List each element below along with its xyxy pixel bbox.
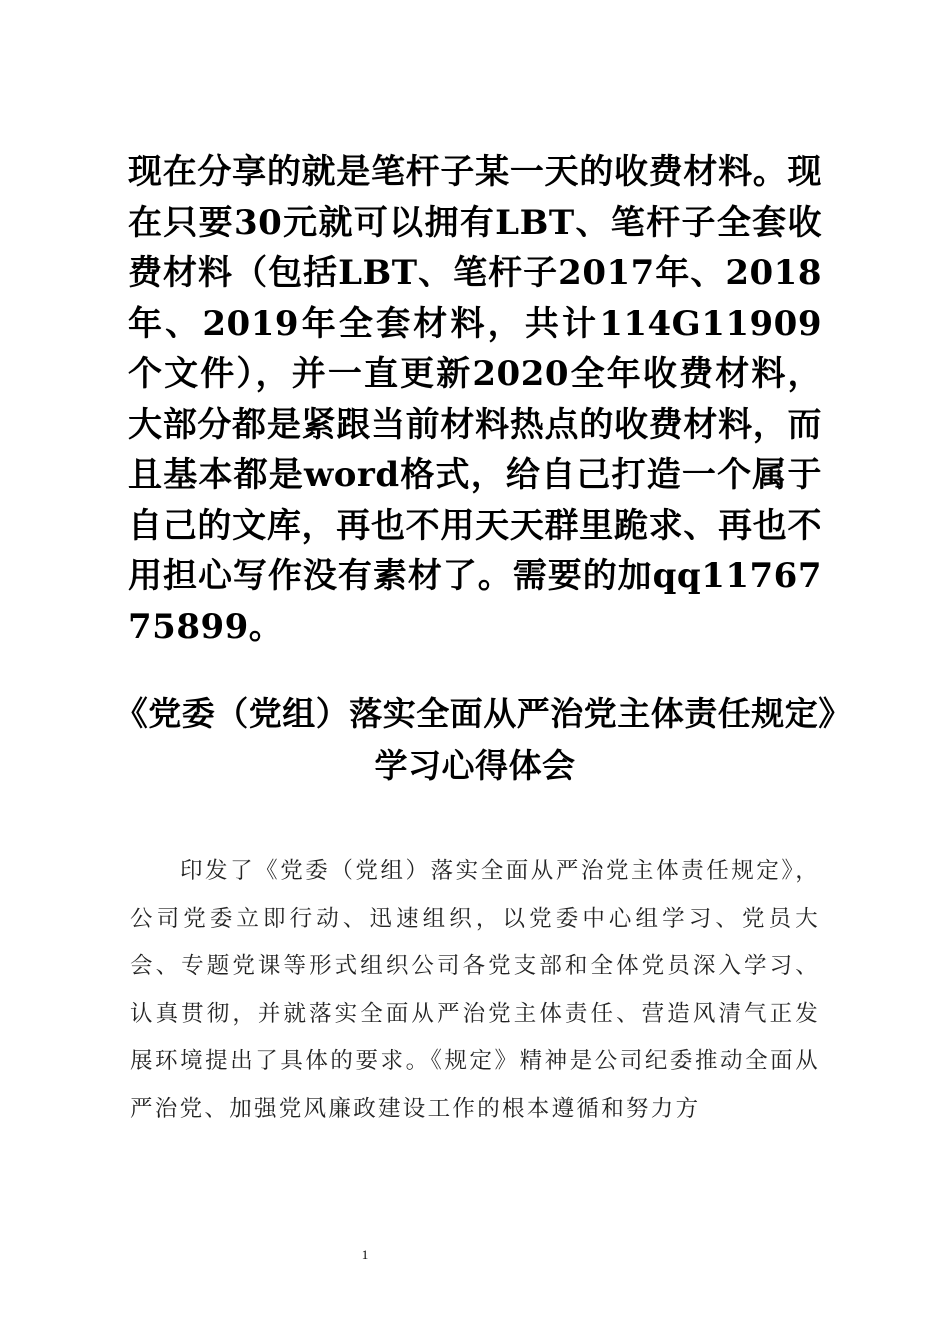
body-paragraph: 印发了《党委（党组）落实全面从严治党主体责任规定》，公司党委立即行动、迅速组织，以党委中心组学习、党员大会、专题党课等形式组织公司各党支部和全体党员深入学习、认真贯彻，并就落实全面从严治党主体责任、营造风清气正发展环境提出了具体的要求。《规定》精神是公司纪委推动全面从严治党、加强党风廉政建设工作的根本遵循和努力方 xyxy=(130,858,820,1122)
document-title: 《党委（党组）落实全面从严治党主体责任规定》学习心得体会 xyxy=(114,694,836,785)
promo-paragraph: 现在分享的就是笔杆子某一天的收费材料。现在只要30元就可以拥有LBT、笔杆子全套收费材料（包括LBT、笔杆子2017年、2018年、2019年全套材料，共计114G11909个文件），并一直更新2020全年收费材料，大部分都是紧跟当前材料热点的收费材料，而且基本都是word格式，给自己打造一个属于自己的文库，再也不用天天群里跪求、再也不用担心写作没有素材了。需要的加qq1176775899。 xyxy=(128,152,822,647)
page-number: 1 xyxy=(361,1247,369,1262)
